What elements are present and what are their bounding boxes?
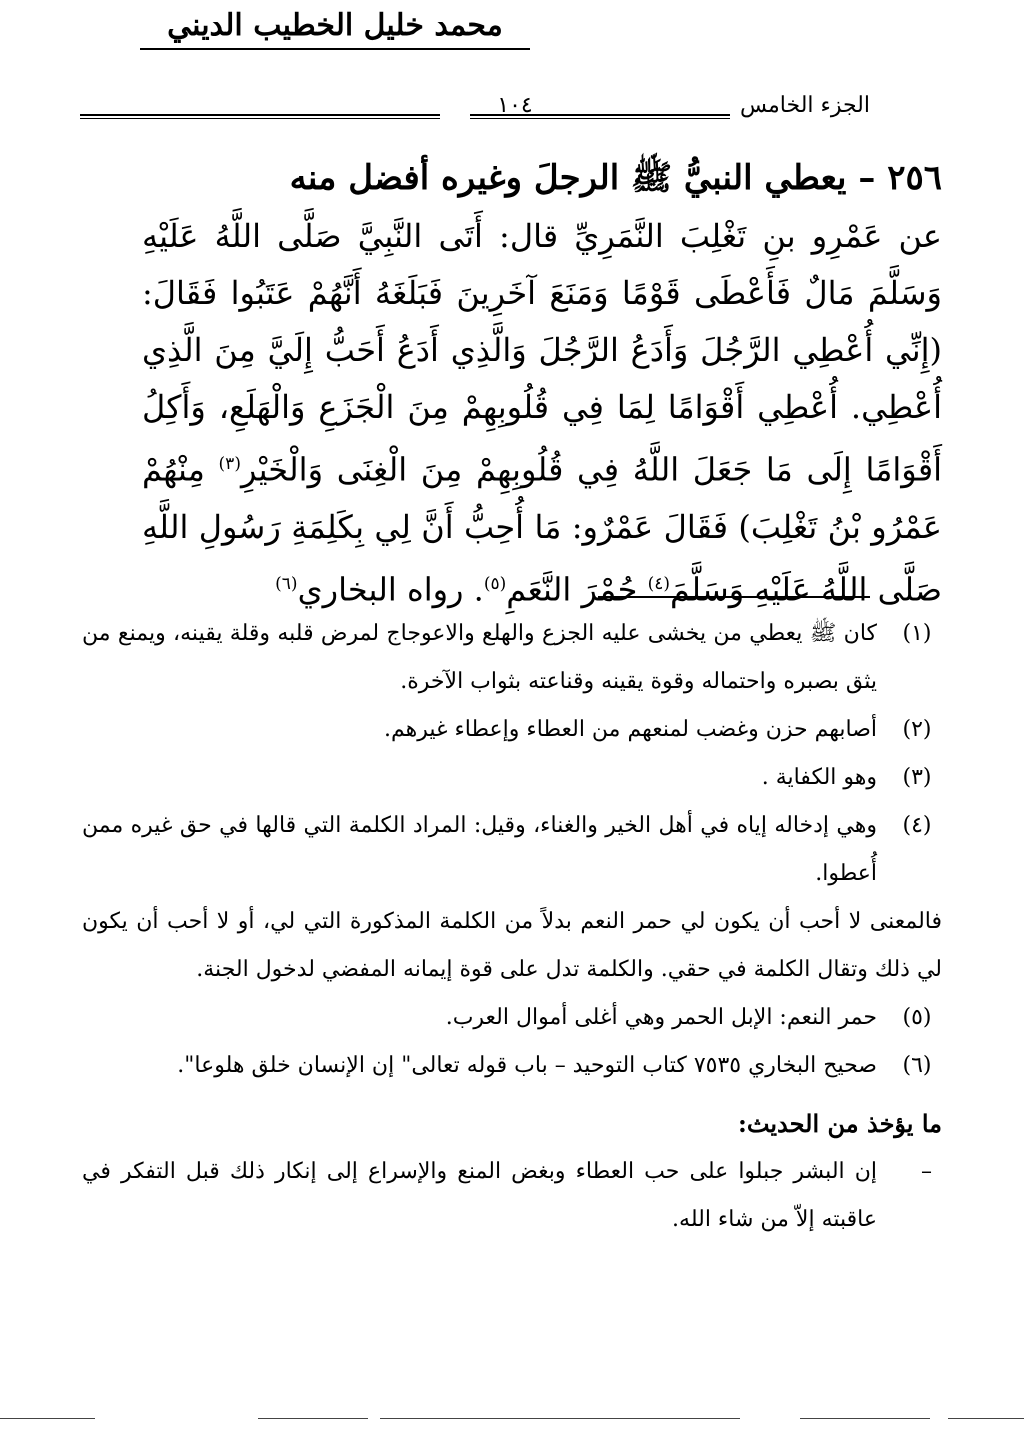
- footnote-mark-3: (٣): [218, 454, 241, 474]
- footnote-separator: [598, 596, 870, 598]
- scan-line: [258, 1418, 368, 1419]
- footnote-mark-5: (٥): [483, 573, 507, 594]
- hadith-text-part2: مِنْهُمْ عَمْرُو بْنُ تَغْلِبَ) فَقَالَ عَمْرٌو: مَا أُحِبُّ أَنَّ لِي بِكَلِمَةِ رَسُولِ اللَّهِ صَلَّى اللَّهُ عَلَيْهِ وَسَلَّمَ: [142, 450, 942, 609]
- footnote: [82, 1042, 942, 1090]
- footnote: [82, 706, 942, 754]
- bullet-dash: –: [921, 1159, 932, 1184]
- author-name: محمد خليل الخطيب الديني: [140, 6, 530, 50]
- footnote-text: وهو الكفاية .: [761, 765, 877, 790]
- footnote-paragraph: فالمعنى لا أحب أن يكون لي حمر النعم بدلاً من الكلمة المذكورة التي لي، أو لا أحب أن يكون لي ذلك وتقال الكلمة في حقي. والكلمة تدل على قوة إيمانه المفضي لدخول الجنة.: [82, 909, 942, 982]
- footnote-number: (١): [902, 621, 932, 646]
- hadith-text-part4: . رواه البخاري: [297, 570, 484, 609]
- footnote-number: (٢): [902, 717, 932, 742]
- footnote-number: (٤): [902, 813, 932, 838]
- footnote: [82, 754, 942, 802]
- running-header: [80, 92, 870, 122]
- footnotes: [82, 610, 942, 1244]
- bottom-scan-marks: [0, 1418, 1024, 1430]
- hadith-text-part3: حُمْرَ النَّعَمِ: [506, 570, 648, 609]
- footnote-text: حمر النعم: الإبل الحمر وهي أغلى أموال العرب.: [445, 1005, 877, 1030]
- lessons-heading: ما يؤخذ من الحديث:: [737, 1109, 942, 1138]
- footnote-text: وهي إدخاله إياه في أهل الخير والغناء، وقيل: المراد الكلمة التي قالها في حق غيره ممن أُعطوا.: [82, 813, 877, 886]
- footnote-mark-6: (٦): [275, 573, 298, 594]
- hadith-title: ٢٥٦ – يعطي النبيُّ ﷺ الرجلَ وغيره أفضل منه: [289, 158, 942, 198]
- footnote-number: (٥): [902, 1005, 932, 1030]
- footnote: [82, 610, 942, 706]
- hadith-text-part1: عن عَمْرِو بنِ تَغْلِبَ النَّمَرِيِّ قال: أَتَى النَّبِيَّ صَلَّى اللَّهُ عَلَيْهِ وَسَلَّمَ مَالٌ فَأَعْطَى قَوْمًا وَمَنَعَ آخَرِينَ فَبَلَغَهُ أَنَّهُمْ عَتَبُوا فَقَالَ: (إِنِّي أُعْطِي الرَّجُلَ وَأَدَعُ الرَّجُلَ وَالَّذِي أَدَعُ أَحَبُّ إِلَيَّ مِنَ الَّذِي أُعْطِي. أُعْطِي أَقْوَامًا لِمَا فِي قُلُوبِهِمْ مِنَ الْجَزَعِ وَالْهَلَعِ، وَأَكِلُ أَقْوَامًا إِلَى مَا جَعَلَ اللَّهُ فِي قُلُوبِهِمْ مِنَ الْغِنَى وَالْخَيْرِ: [142, 217, 943, 489]
- footnote-text: أصابهم حزن وغضب لمنعهم من العطاء وإعطاء غيرهم.: [383, 717, 877, 742]
- footnote-text: صحيح البخاري ٧٥٣٥ كتاب التوحيد – باب قوله تعالى" إن الإنسان خلق هلوعا".: [177, 1053, 877, 1078]
- scan-line: [0, 1418, 95, 1419]
- footnote: [82, 802, 942, 898]
- footnote: [82, 994, 942, 1042]
- footnote-text: كان ﷺ يعطي من يخشى عليه الجزع والهلع والاعوجاج لمرض قلبه وقلة يقينه، ويمنع من يثق بصبره واحتماله وقوة يقينه وقناعته بثواب الآخرة.: [82, 621, 877, 694]
- lesson-item: [82, 1148, 942, 1244]
- lesson-text: إن البشر جبلوا على حب العطاء وبغض المنع والإسراع إلى إنكار ذلك قبل التفكر في عاقبته إلاّ من شاء الله.: [82, 1159, 877, 1232]
- footnote-number: (٦): [902, 1053, 932, 1078]
- footnote-number: (٣): [902, 765, 932, 790]
- part-label: الجزء الخامس: [739, 93, 870, 118]
- header-rule-left: [80, 114, 440, 119]
- footnote-mark-4: (٤): [647, 573, 670, 594]
- scan-line: [800, 1418, 930, 1419]
- scan-line: [380, 1418, 740, 1419]
- page-number: ١٠٤: [497, 93, 533, 118]
- hadith-text: [142, 208, 942, 618]
- scan-line: [948, 1418, 1024, 1419]
